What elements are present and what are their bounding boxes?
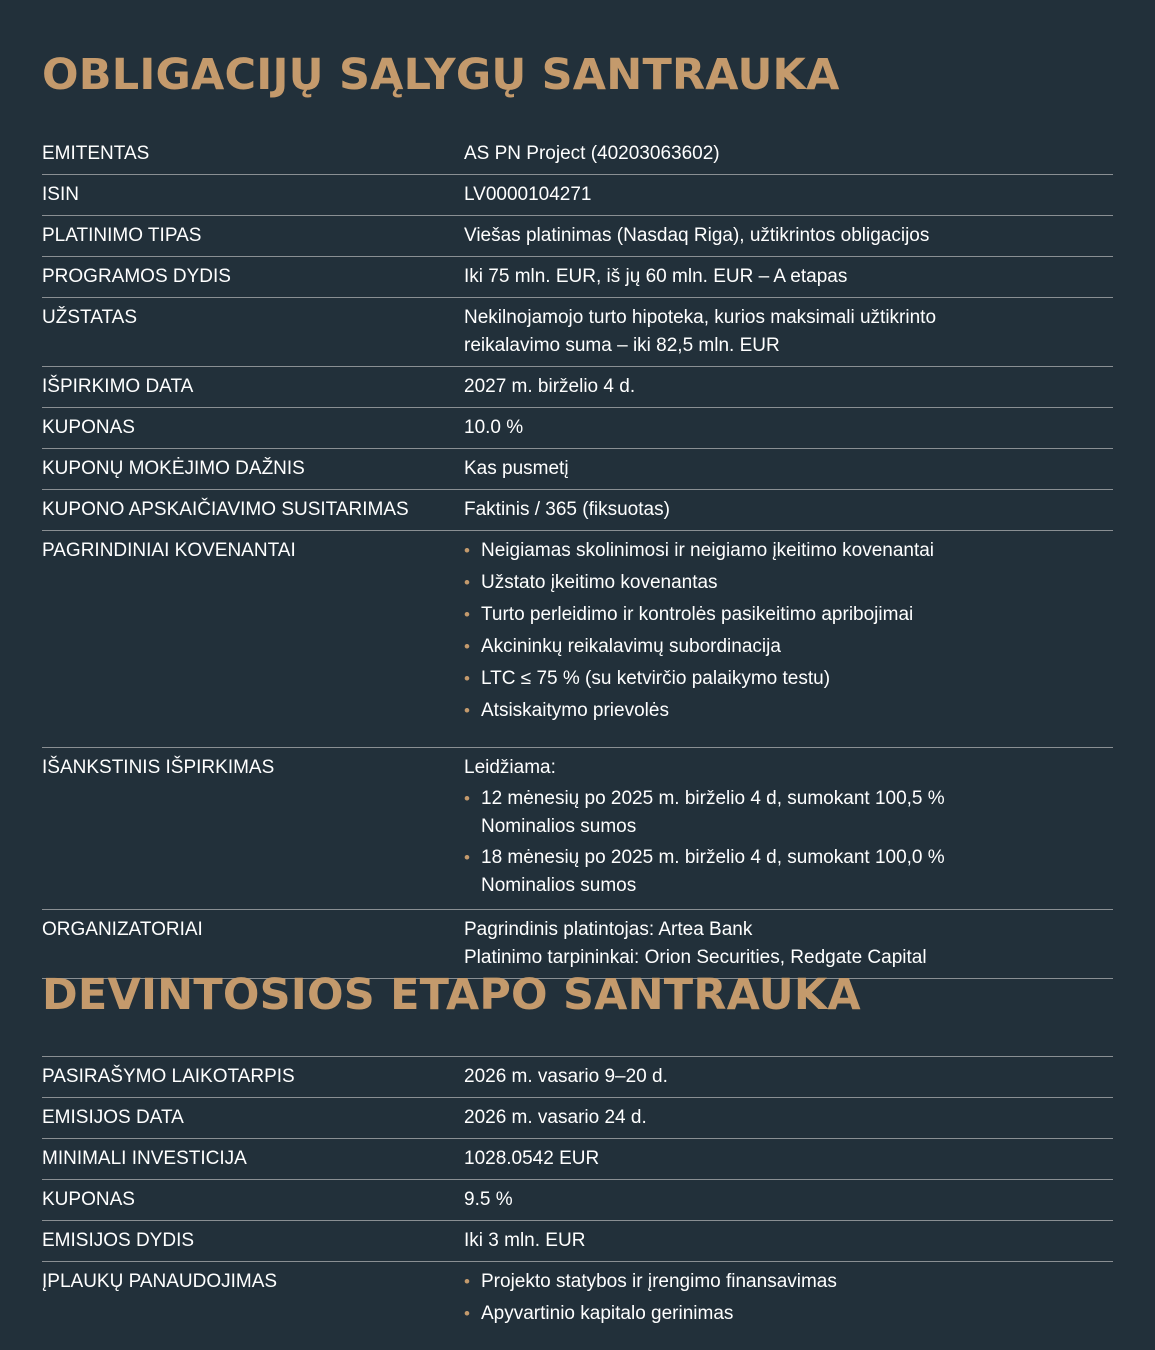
early-redemption-intro: Leidžiama: bbox=[464, 757, 556, 778]
list-item-text: Neigiamas skolinimosi ir neigiamo įkeitimo kovenantai bbox=[481, 540, 935, 561]
row-program-size bbox=[42, 257, 1113, 298]
row-label: EMISIJOS DATA bbox=[42, 1107, 184, 1128]
collateral-line-1: Nekilnojamojo turto hipoteka, kurios maksimali užtikrinto bbox=[464, 307, 937, 328]
list-item bbox=[464, 633, 1113, 661]
row-label: EMITENTAS bbox=[42, 143, 150, 164]
row-use-of-proceeds bbox=[42, 1262, 1113, 1338]
list-item bbox=[464, 569, 1113, 597]
row-value: Iki 75 mln. EUR, iš jų 60 mln. EUR – A etapas bbox=[464, 266, 848, 287]
row-value: 9.5 % bbox=[464, 1189, 513, 1210]
row-issue-date bbox=[42, 1098, 1113, 1139]
arrangers-line-1: Pagrindinis platintojas: Artea Bank bbox=[464, 919, 753, 940]
arrangers-line-2: Platinimo tarpininkai: Orion Securities, Redgate Capital bbox=[464, 947, 927, 968]
row-covenants bbox=[42, 531, 1113, 748]
list-item bbox=[464, 785, 1113, 841]
row-value: 1028.0542 EUR bbox=[464, 1148, 600, 1169]
list-item-text: LTC ≤ 75 % (su ketvirčio palaikymo testu) bbox=[481, 668, 831, 689]
list-item bbox=[464, 1268, 1113, 1296]
bullet-icon: • bbox=[464, 669, 470, 688]
bullet-icon: • bbox=[464, 541, 470, 560]
list-item bbox=[464, 537, 1113, 565]
list-item bbox=[464, 601, 1113, 629]
list-item-text: Užstato įkeitimo kovenantas bbox=[481, 572, 718, 593]
row-value: Faktinis / 365 (fiksuotas) bbox=[464, 499, 670, 520]
row-label: IŠPIRKIMO DATA bbox=[42, 376, 194, 397]
list-item bbox=[464, 844, 1113, 900]
row-coupon bbox=[42, 408, 1113, 449]
row-value bbox=[464, 916, 1113, 972]
list-item-text: Akcininkų reikalavimų subordinacija bbox=[481, 636, 781, 657]
row-placement-type bbox=[42, 216, 1113, 257]
bullet-icon: • bbox=[464, 1272, 470, 1291]
row-value: 2026 m. vasario 9–20 d. bbox=[464, 1066, 668, 1087]
row-value bbox=[464, 754, 1113, 903]
row-coupon-frequency bbox=[42, 449, 1113, 490]
list-item-text: 12 mėnesių po 2025 m. birželio 4 d, sumokant 100,5 % bbox=[481, 788, 945, 809]
row-value: Iki 3 mln. EUR bbox=[464, 1230, 586, 1251]
bullet-icon: • bbox=[464, 1304, 470, 1323]
list-item-text: Turto perleidimo ir kontrolės pasikeitimo apribojimai bbox=[481, 604, 914, 625]
use-of-proceeds-list bbox=[464, 1268, 1113, 1328]
row-label: EMISIJOS DYDIS bbox=[42, 1230, 195, 1251]
list-item bbox=[464, 665, 1113, 693]
row-value: Kas pusmetį bbox=[464, 458, 569, 479]
row-label: ISIN bbox=[42, 184, 79, 205]
row-label: KUPONAS bbox=[42, 1189, 135, 1210]
row-label: UŽSTATAS bbox=[42, 307, 137, 328]
bullet-icon: • bbox=[464, 701, 470, 720]
row-coupon bbox=[42, 1180, 1113, 1221]
row-label: IŠANKSTINIS IŠPIRKIMAS bbox=[42, 757, 275, 778]
row-label: PROGRAMOS DYDIS bbox=[42, 266, 231, 287]
row-value: AS PN Project (40203063602) bbox=[464, 143, 720, 164]
row-collateral bbox=[42, 298, 1113, 367]
tranche-terms-table bbox=[42, 1056, 1113, 1338]
row-maturity-date bbox=[42, 367, 1113, 408]
row-issue-size bbox=[42, 1221, 1113, 1262]
row-label: MINIMALI INVESTICIJA bbox=[42, 1148, 247, 1169]
row-issuer bbox=[42, 134, 1113, 175]
list-item-text: Projekto statybos ir įrengimo finansavimas bbox=[481, 1271, 837, 1292]
collateral-line-2: reikalavimo suma – iki 82,5 mln. EUR bbox=[464, 335, 780, 356]
row-label: PLATINIMO TIPAS bbox=[42, 225, 202, 246]
row-isin bbox=[42, 175, 1113, 216]
row-label: KUPONAS bbox=[42, 417, 135, 438]
row-early-redemption bbox=[42, 748, 1113, 910]
early-redemption-list bbox=[464, 785, 1113, 900]
row-label: ĮPLAUKŲ PANAUDOJIMAS bbox=[42, 1271, 278, 1292]
row-day-count bbox=[42, 490, 1113, 531]
list-item bbox=[464, 697, 1113, 725]
row-label: PASIRAŠYMO LAIKOTARPIS bbox=[42, 1066, 295, 1087]
tranche-summary bbox=[42, 968, 1113, 1338]
bond-terms-title: OBLIGACIJŲ SĄLYGŲ SANTRAUKA bbox=[42, 50, 840, 100]
row-label: KUPONŲ MOKĖJIMO DAŽNIS bbox=[42, 458, 305, 479]
list-item-text: Atsiskaitymo prievolės bbox=[481, 700, 669, 721]
bullet-icon: • bbox=[464, 848, 470, 867]
bullet-icon: • bbox=[464, 789, 470, 808]
list-item-text: 18 mėnesių po 2025 m. birželio 4 d, sumokant 100,0 % bbox=[481, 847, 945, 868]
row-value: 2027 m. birželio 4 d. bbox=[464, 376, 636, 397]
row-label: PAGRINDINIAI KOVENANTAI bbox=[42, 540, 296, 561]
row-value: Viešas platinimas (Nasdaq Riga), užtikrintos obligacijos bbox=[464, 225, 930, 246]
bullet-icon: • bbox=[464, 637, 470, 656]
row-value: 10.0 % bbox=[464, 417, 524, 438]
row-value: LV0000104271 bbox=[464, 184, 592, 205]
row-value bbox=[464, 1268, 1113, 1332]
bond-terms-table bbox=[42, 134, 1113, 979]
row-label: KUPONO APSKAIČIAVIMO SUSITARIMAS bbox=[42, 499, 409, 520]
row-minimum-investment bbox=[42, 1139, 1113, 1180]
list-item-text: Nominalios sumos bbox=[481, 816, 637, 837]
bullet-icon: • bbox=[464, 573, 470, 592]
bullet-icon: • bbox=[464, 605, 470, 624]
list-item-text: Apyvartinio kapitalo gerinimas bbox=[481, 1303, 734, 1324]
row-subscription-period bbox=[42, 1057, 1113, 1098]
row-value bbox=[464, 304, 1113, 360]
list-item bbox=[464, 1300, 1113, 1328]
row-value bbox=[464, 537, 1113, 729]
bond-terms-summary bbox=[42, 48, 1113, 979]
row-value: 2026 m. vasario 24 d. bbox=[464, 1107, 647, 1128]
tranche-summary-title: DEVINTOSIOS ETAPO SANTRAUKA bbox=[42, 970, 861, 1020]
covenants-list bbox=[464, 537, 1113, 725]
list-item-text: Nominalios sumos bbox=[481, 875, 637, 896]
row-label: ORGANIZATORIAI bbox=[42, 919, 203, 940]
